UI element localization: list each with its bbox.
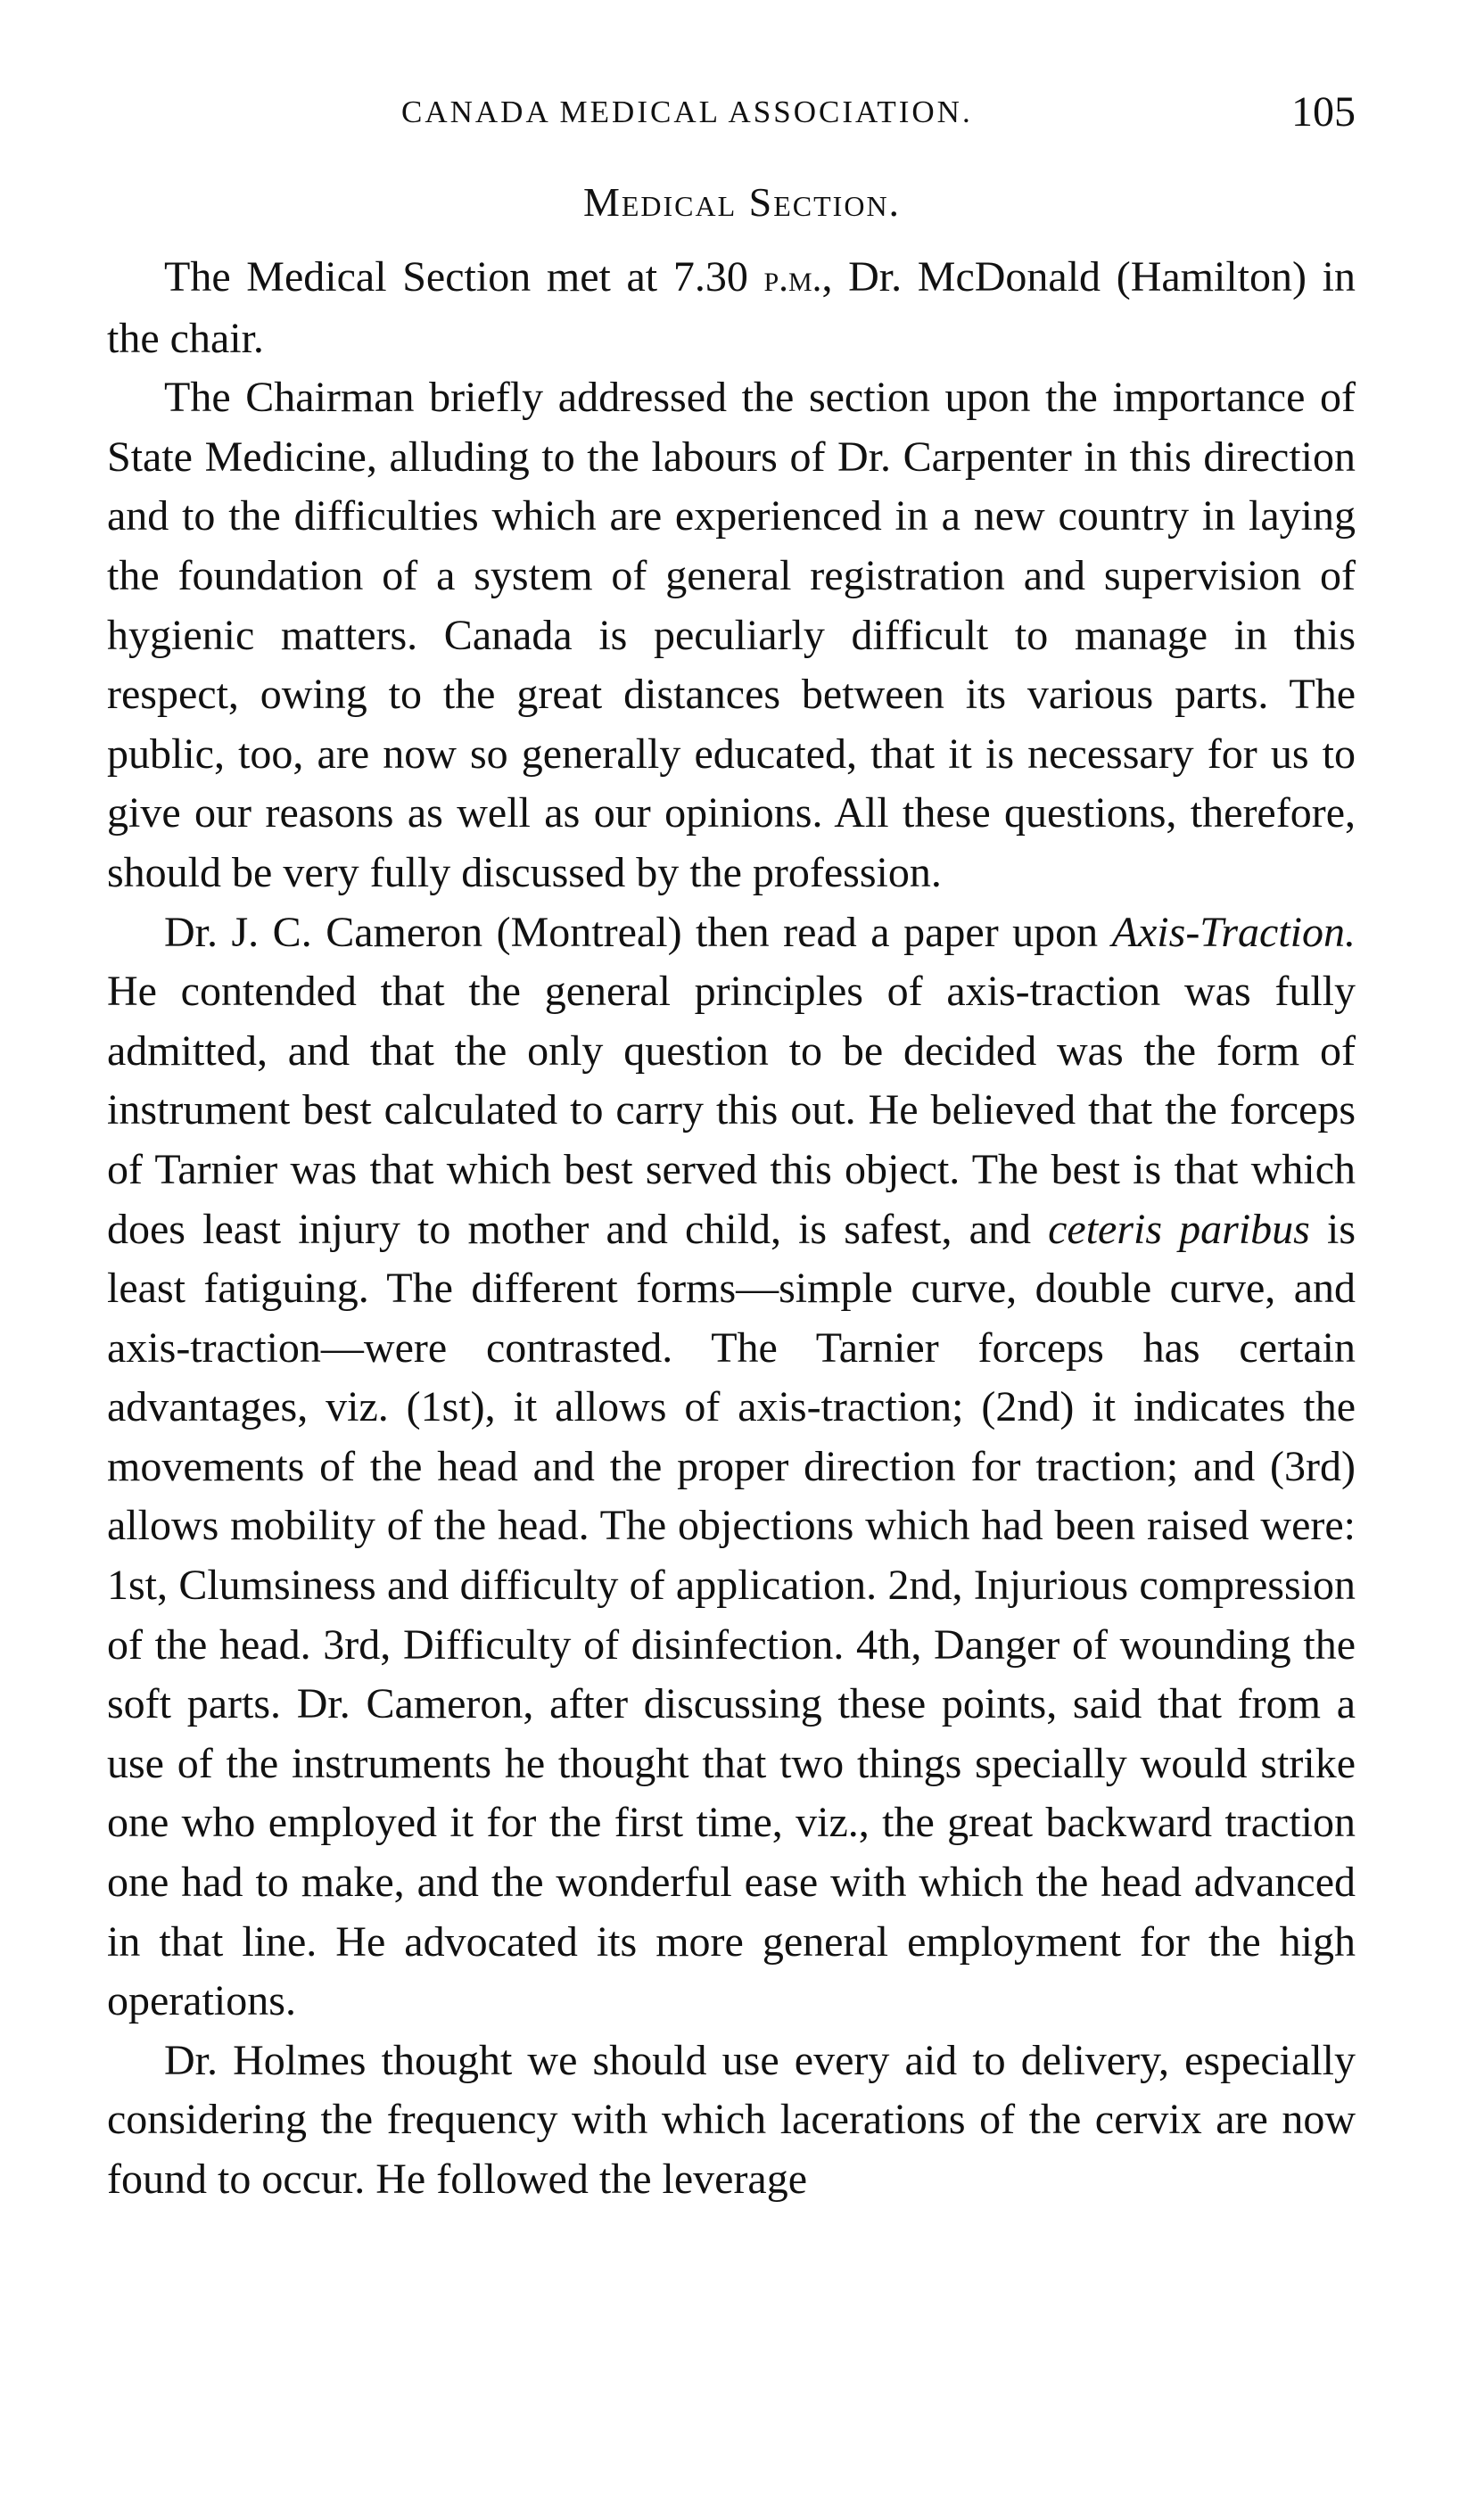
body-text xyxy=(107,248,1356,2210)
paragraph-cameron xyxy=(107,903,1356,2032)
paragraph-cameron-text-3: is least fatiguing. The different forms—simple curve, double curve, and axis-traction—were contrasted. The Tarnier forceps has certain advantages, viz. (1st), it allows of axis-traction; (2nd) it indicates the movements of the head and the proper direction for traction; and (3rd) allows mobility of the head. The objections which had been raised were: 1st, Clumsiness and difficulty of application. 2nd, Injurious compression of the head. 3rd, Difficulty of disinfection. 4th, Danger of wounding the soft parts. Dr. Cameron, after discussing these points, said that from a use of the instruments he thought that two things specially would strike one who employed it for the first time, viz., the great backward traction one had to make, and the wonderful ease with which the head advanced in that line. He advocated its more general employment for the high operations. xyxy=(107,1205,1356,2025)
section-heading: Medical Section. xyxy=(582,179,902,225)
paragraph-chairman: The Chairman briefly addressed the section upon the importance of State Medicine, alluding to the labours of Dr. Carpenter in this direction and to the difficulties which are experienced in a new country in laying the foundation of a system of general registration and supervision of hygienic matters. Canada is peculiarly difficult to manage in this respect, owing to the great distances between its various parts. The public, too, are now so generally educated, that it is necessary for us to give our reasons as well as our opinions. All these questions, therefore, should be very fully discussed by the profession. xyxy=(107,374,1356,896)
paragraph-cameron-text-2: He contended that the general principles of axis-traction was fully admitted, and that the only question to be decided was the form of instrument best calculated to carry this out. He believed that the forceps of Tarnier was that which best served this object. The best is that which does least injury to mother and child, is safest, and xyxy=(107,968,1356,1253)
paragraph-cameron-text-1: Dr. J. C. Cameron (Montreal) then read a paper upon xyxy=(164,908,1112,956)
time-abbrev: p.m. xyxy=(763,258,822,300)
running-header xyxy=(107,89,1356,143)
latin-phrase: ceteris paribus xyxy=(1048,1205,1310,1253)
paragraph-meeting-text-2: , Dr. McDonald (Hamilton) in the chair. xyxy=(107,253,1356,362)
paragraph-meeting xyxy=(107,248,1356,368)
running-title: CANADA MEDICAL ASSOCIATION. xyxy=(401,95,973,129)
paper-title: Axis-Traction. xyxy=(1111,908,1356,956)
paragraph-meeting-text-1: The Medical Section met at 7.30 xyxy=(164,253,764,301)
paragraph-holmes: Dr. Holmes thought we should use every aid to delivery, especially considering the frequency with which lacerations of the cervix are now found to occur. He followed the leverage xyxy=(107,2036,1356,2203)
page-number: 105 xyxy=(1291,88,1356,136)
